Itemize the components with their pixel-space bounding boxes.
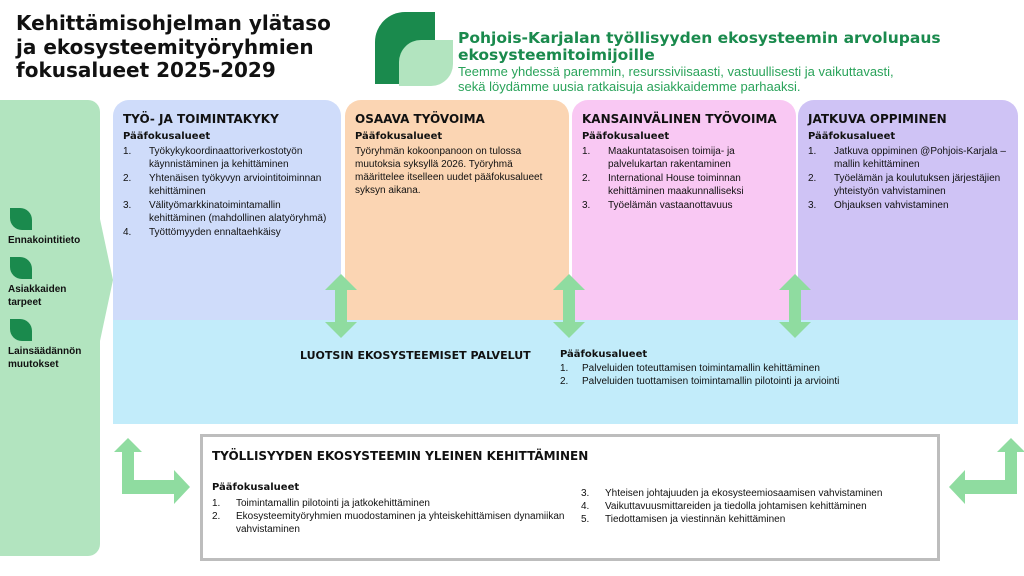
- list-item: 1. Jatkuva oppiminen @Pohjois-Karjala –mallin kehittäminen: [808, 146, 1006, 170]
- list-item: 3. Välityömarkkinatoimintamallin kehittäminen (mahdollinen alatyöryhmä): [123, 200, 327, 224]
- list-item: 2. International House toiminnan kehittäminen maakunnalliseksi: [582, 173, 744, 197]
- column-kansainvalinen-tyovoima: [572, 100, 796, 322]
- column-title: JATKUVA OPPIMINEN: [808, 112, 947, 126]
- band-title: LUOTSIN EKOSYSTEEMISET PALVELUT: [300, 349, 531, 362]
- focus-list: [212, 497, 572, 536]
- page-title: [16, 12, 366, 83]
- list-item: 3. Työelämän vastaanottavuus: [582, 200, 733, 211]
- band-subtitle: Pääfokusalueet: [560, 349, 648, 360]
- focus-list: [808, 145, 1008, 212]
- column-title: OSAAVA TYÖVOIMA: [355, 112, 485, 126]
- column-title: TYÖ- JA TOIMINTAKYKY: [123, 112, 279, 126]
- double-arrow-icon: [779, 274, 811, 338]
- value-promise-line-2: ekosysteemitoimijoille: [458, 46, 655, 64]
- band-focus-areas: [560, 349, 1010, 388]
- column-jatkuva-oppiminen: [798, 100, 1018, 322]
- list-item: 2. Yhtenäisen työkyvyn arviointitoiminnan kehittäminen: [123, 173, 322, 197]
- bent-arrow-right-icon: [945, 438, 1024, 504]
- driver-ennakointitieto: [8, 208, 80, 247]
- double-arrow-icon: [553, 274, 585, 338]
- leaf-icon: [10, 257, 32, 279]
- list-item: 1. Työkykykoordinaattoriverkostotyön käynnistäminen ja kehittäminen: [123, 146, 303, 170]
- value-promise-sub-line-1: Teemme yhdessä paremmin, resurssiviisaasti, vastuullisesti ja vaikuttavasti,: [458, 64, 894, 79]
- leaf-logo-icon: [375, 12, 455, 87]
- box-title: TYÖLLISYYDEN EKOSYSTEEMIN YLEINEN KEHITTÄMINEN: [212, 449, 589, 463]
- list-item: 1. Maakuntatasoisen toimija- ja palvelukartan rakentaminen: [582, 146, 735, 170]
- value-promise-subtitle: [458, 65, 1018, 94]
- drivers-arrow-icon: [97, 205, 113, 355]
- list-item: 4. Työttömyyden ennaltaehkäisy: [123, 227, 281, 238]
- list-item: 2. Palveluiden tuottamisen toimintamallin pilotointi ja arviointi: [560, 376, 840, 387]
- list-item: 1. Toimintamallin pilotointi ja jatkokehittäminen: [212, 498, 430, 509]
- list-item: 3. Ohjauksen vahvistaminen: [808, 200, 949, 211]
- value-promise-sub-line-2: sekä löydämme uusia ratkaisuja asiakkaidemme parhaaksi.: [458, 78, 801, 94]
- box-subtitle: Pääfokusalueet: [212, 482, 300, 493]
- leaf-icon: [10, 319, 32, 341]
- general-development-box: [200, 434, 940, 561]
- column-title: KANSAINVÄLINEN TYÖVOIMA: [582, 112, 777, 126]
- column-osaava-tyovoima: [345, 100, 569, 322]
- list-item: 2. Ekosysteemityöryhmien muodostaminen ja yhteiskehittämisen dynamiikan vahvistaminen: [212, 511, 565, 535]
- double-arrow-icon: [325, 274, 357, 338]
- value-promise-title: [458, 30, 1018, 64]
- driver-label: Asiakkaiden tarpeet: [8, 284, 67, 308]
- title-line-3: fokusalueet 2025-2029: [16, 58, 276, 82]
- driver-label: Lainsäädännön muutokset: [8, 346, 82, 370]
- list-item: 5. Tiedottamisen ja viestinnän kehittäminen: [581, 514, 786, 525]
- driver-asiakkaiden-tarpeet: [8, 257, 66, 309]
- title-line-2: ja ekosysteemityöryhmien: [16, 34, 314, 59]
- column-subtitle: Pääfokusalueet: [582, 131, 670, 142]
- focus-list: [123, 145, 331, 239]
- title-line-1: Kehittämisohjelman ylätaso: [16, 11, 331, 35]
- focus-list: [582, 145, 786, 212]
- list-item: 1. Palveluiden toteuttamisen toimintamallin kehittäminen: [560, 363, 820, 374]
- bent-arrow-left-icon: [114, 438, 194, 504]
- list-item: 3. Yhteisen johtajuuden ja ekosysteemiosaamisen vahvistaminen: [581, 488, 883, 499]
- list-item: 2. Työelämän ja koulutuksen järjestäjien yhteistyön vahvistaminen: [808, 173, 1001, 197]
- column-subtitle: Pääfokusalueet: [123, 131, 211, 142]
- column-paragraph: Työryhmän kokoonpanoon on tulossa muutoksia syksyllä 2026. Työryhmä määrittelee itselleen uudet pääfokusalueet syksyn aikana.: [355, 146, 543, 196]
- focus-list: [581, 487, 933, 526]
- column-tyo-ja-toimintakyky: [113, 100, 341, 322]
- column-subtitle: Pääfokusalueet: [355, 131, 443, 142]
- focus-list: [560, 362, 1010, 388]
- list-item: 4. Vaikuttavuusmittareiden ja tiedolla johtamisen kehittäminen: [581, 501, 867, 512]
- driver-lainsaadannon-muutokset: [8, 319, 81, 371]
- driver-label: Ennakointitieto: [8, 235, 81, 246]
- leaf-icon: [10, 208, 32, 230]
- column-subtitle: Pääfokusalueet: [808, 131, 896, 142]
- value-promise-line-1: Pohjois-Karjalan työllisyyden ekosysteemin arvolupaus: [458, 29, 941, 47]
